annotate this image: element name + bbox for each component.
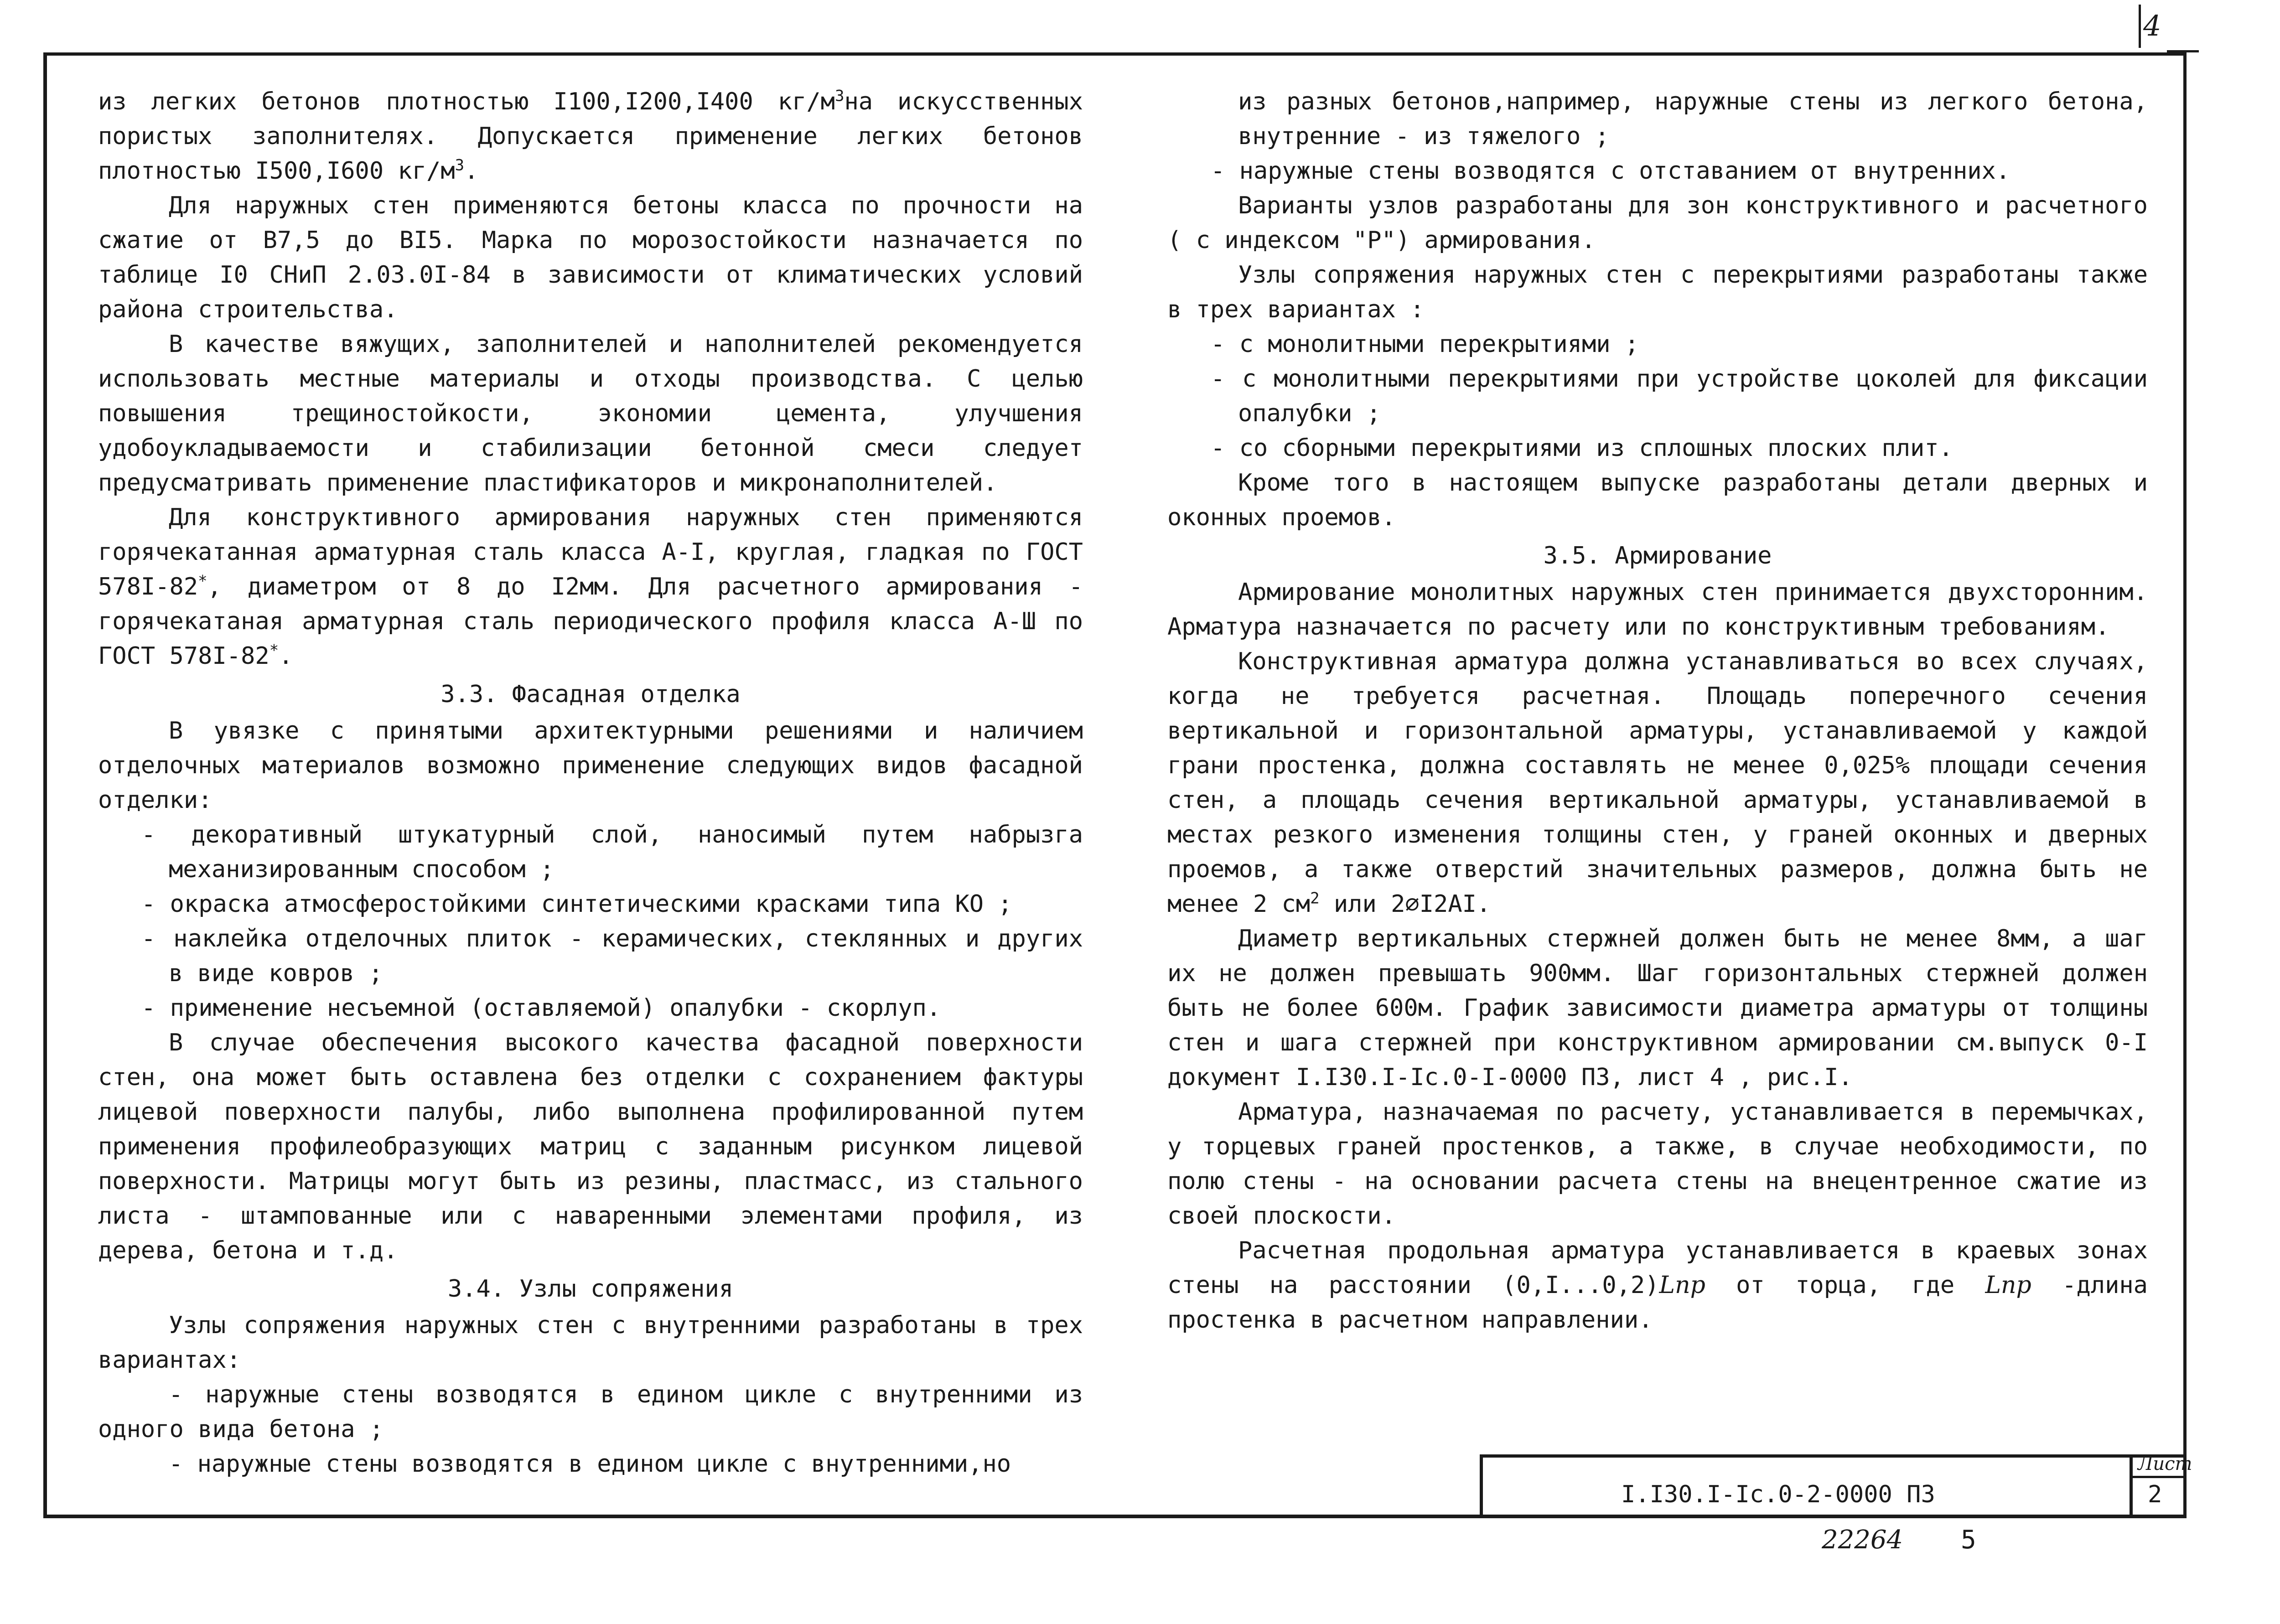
paragraph-facade-intro: В увязке с принятыми архитектурными решениями и наличием отделочных материалов возможно применение следующих видов фасадной отделки: bbox=[98, 717, 1083, 814]
list-item-paint: - окраска атмосферостойкими синтетическими красками типа КО ; bbox=[141, 890, 1012, 918]
paragraph-facade-quality: В случае обеспечения высокого качества фасадной поверхности стен, она может быть оставлена без отделки с сохранением фактуры лицевой поверхности палубы, либо выполнена профилированной путем применения профилеобразующих матриц с заданным рисунком лицевой поверхности. Матрицы могут быть из резины, пластмасс, из стального листа - штампованные или с наваренными элементами профиля, из дерева, бетона и т.д. bbox=[98, 1029, 1083, 1264]
list-item-monolithic-floors: - с монолитными перекрытиями ; bbox=[1211, 331, 1639, 358]
sheet-number: 2 bbox=[2148, 1481, 2162, 1508]
paragraph-different-concretes: из разных бетонов,например, наружные стены из легкого бетона, внутренние - из тяжелого ; bbox=[1238, 88, 2148, 150]
document-code: I.I30.I-Iс.0-2-0000 ПЗ bbox=[1621, 1481, 1935, 1508]
paragraph-floor-junctions: Узлы сопряжения наружных стен с перекрытиями разработаны также в трех вариантах : bbox=[1167, 261, 2148, 323]
list-item-monolithic-plinths: - с монолитными перекрытиями при устройстве цоколей для фиксации опалубки ; bbox=[1211, 365, 2148, 427]
footer-archive-number: 22264 bbox=[1822, 1525, 1903, 1555]
paragraph-concrete-class: Для наружных стен применяются бетоны класса по прочности на сжатие от В7,5 до ВI5. Марка по морозостойкости назначается по таблице I0 СНиП 2.03.0I-84 в зависимости от климатических условий района строительства. bbox=[98, 192, 1083, 323]
right-column bbox=[1167, 84, 2148, 1337]
list-item-formwork: - применение несъемной (оставляемой) опалубки - скорлуп. bbox=[141, 994, 941, 1022]
heading-reinforcement: 3.5. Армирование bbox=[1543, 542, 1772, 569]
list-item-precast-floors: - со сборными перекрытиями из сплошных плоских плит. bbox=[1211, 434, 1953, 462]
list-item-tiles: - наклейка отделочных плиток - керамических, стеклянных и других в виде ковров ; bbox=[141, 925, 1083, 987]
list-item-plaster: - декоративный штукатурный слой, наносимый путем набрызга механизированным способом ; bbox=[141, 821, 1083, 883]
left-column bbox=[98, 84, 1083, 1481]
corner-page-number: 4 bbox=[2143, 9, 2161, 42]
paragraph-reinforcement-steel: Для конструктивного армирования наружных стен применяются горячекатанная арматурная сталь класса А-I, круглая, гладкая по ГОСТ 578I-82*, диаметром от 8 до I2мм. Для расчетного армирования - горячекатаная арматурная сталь периодического профиля класса А-Ш по ГОСТ 578I-82*. bbox=[98, 504, 1083, 670]
list-item-different-concrete: - наружные стены возводятся в едином цикле с внутренними,но bbox=[169, 1450, 1011, 1478]
sheet-label: Лист bbox=[2138, 1453, 2192, 1474]
heading-junctions: 3.4. Узлы сопряжения bbox=[447, 1275, 734, 1303]
paragraph-two-sided: Армирование монолитных наружных стен принимается двухсторонним. Арматура назначается по расчету или по конструктивным требованиям. bbox=[1167, 579, 2148, 641]
paragraph-junctions-intro: Узлы сопряжения наружных стен с внутренними разработаны в трех вариантах: bbox=[98, 1312, 1083, 1374]
paragraph-binders: В качестве вяжущих, заполнителей и наполнителей рекомендуется использовать местные материалы и отходы производства. С целью повышения трещиностойкости, экономии цемента, улучшения удобоукладываемости и стабилизации бетонной смеси следует предусматривать применение пластификаторов и микронаполнителей. bbox=[98, 331, 1083, 497]
paragraph-openings: Кроме того в настоящем выпуске разработаны детали дверных и оконных проемов. bbox=[1167, 469, 2148, 531]
paragraph-constructive-reinforcement: Конструктивная арматура должна устанавливаться во всех случаях, когда не требуется расчетная. Площадь поперечного сечения вертикальной и горизонтальной арматуры, устанавливаемой у каждой грани простенка, должна составлять не менее 0,025% площади сечения стен, а площадь сечения вертикальной арматуры, устанавливаемой в местах резкого изменения толщины стен, у граней оконных и дверных проемов, а также отверстий значительных размеров, должна быть не менее 2 $см^2$ или 2⌀I2АI. bbox=[1167, 648, 2148, 918]
list-item-lagging: - наружные стены возводятся с отставанием от внутренних. bbox=[1211, 157, 2011, 185]
corner-tick-mark bbox=[2139, 5, 2141, 48]
list-item-one-concrete: - наружные стены возводятся в едином цикле с внутренними из одного вида бетона ; bbox=[98, 1381, 1083, 1443]
paragraph-concrete-density: из легких бетонов плотностью I100,I200,I400 $кг/м^3на$ искусственных пористых заполнителях. Допускается применение легких бетонов плотностью I500,I600 $кг/м^3$. bbox=[98, 87, 1083, 185]
paragraph-longitudinal-reinforcement: Расчетная продольная арматура устанавливается в краевых зонах стены на расстоянии (0,I...0,2)Lпр от торца, где Lпр -длина простенка в расчетном направлении. bbox=[1167, 1237, 2148, 1334]
paragraph-node-variants: Варианты узлов разработаны для зон конструктивного и расчетного ( с индексом "Р") армирования. bbox=[1167, 192, 2148, 254]
heading-facade-finishing: 3.3. Фасадная отделка bbox=[440, 681, 741, 708]
footer-page-number: 5 bbox=[1961, 1525, 1976, 1555]
sheet-label-divider bbox=[2130, 1476, 2187, 1478]
paragraph-calculated-reinforcement: Арматура, назначаемая по расчету, устанавливается в перемычках, у торцевых граней простенков, а также, в случае необходимости, по полю стены - на основании расчета стены на внецентренное сжатие из своей плоскости. bbox=[1167, 1098, 2148, 1230]
paragraph-bar-diameter: Диаметр вертикальных стержней должен быть не менее 8мм, а шаг их не должен превышать 900мм. Шаг горизонтальных стержней должен быть не более 600м. График зависимости диаметра арматуры от толщины стен и шага стержней при конструктивном армировании см.выпуск 0-I документ I.I30.I-Iс.0-I-0000 ПЗ, лист 4 , рис.I. bbox=[1167, 925, 2148, 1091]
